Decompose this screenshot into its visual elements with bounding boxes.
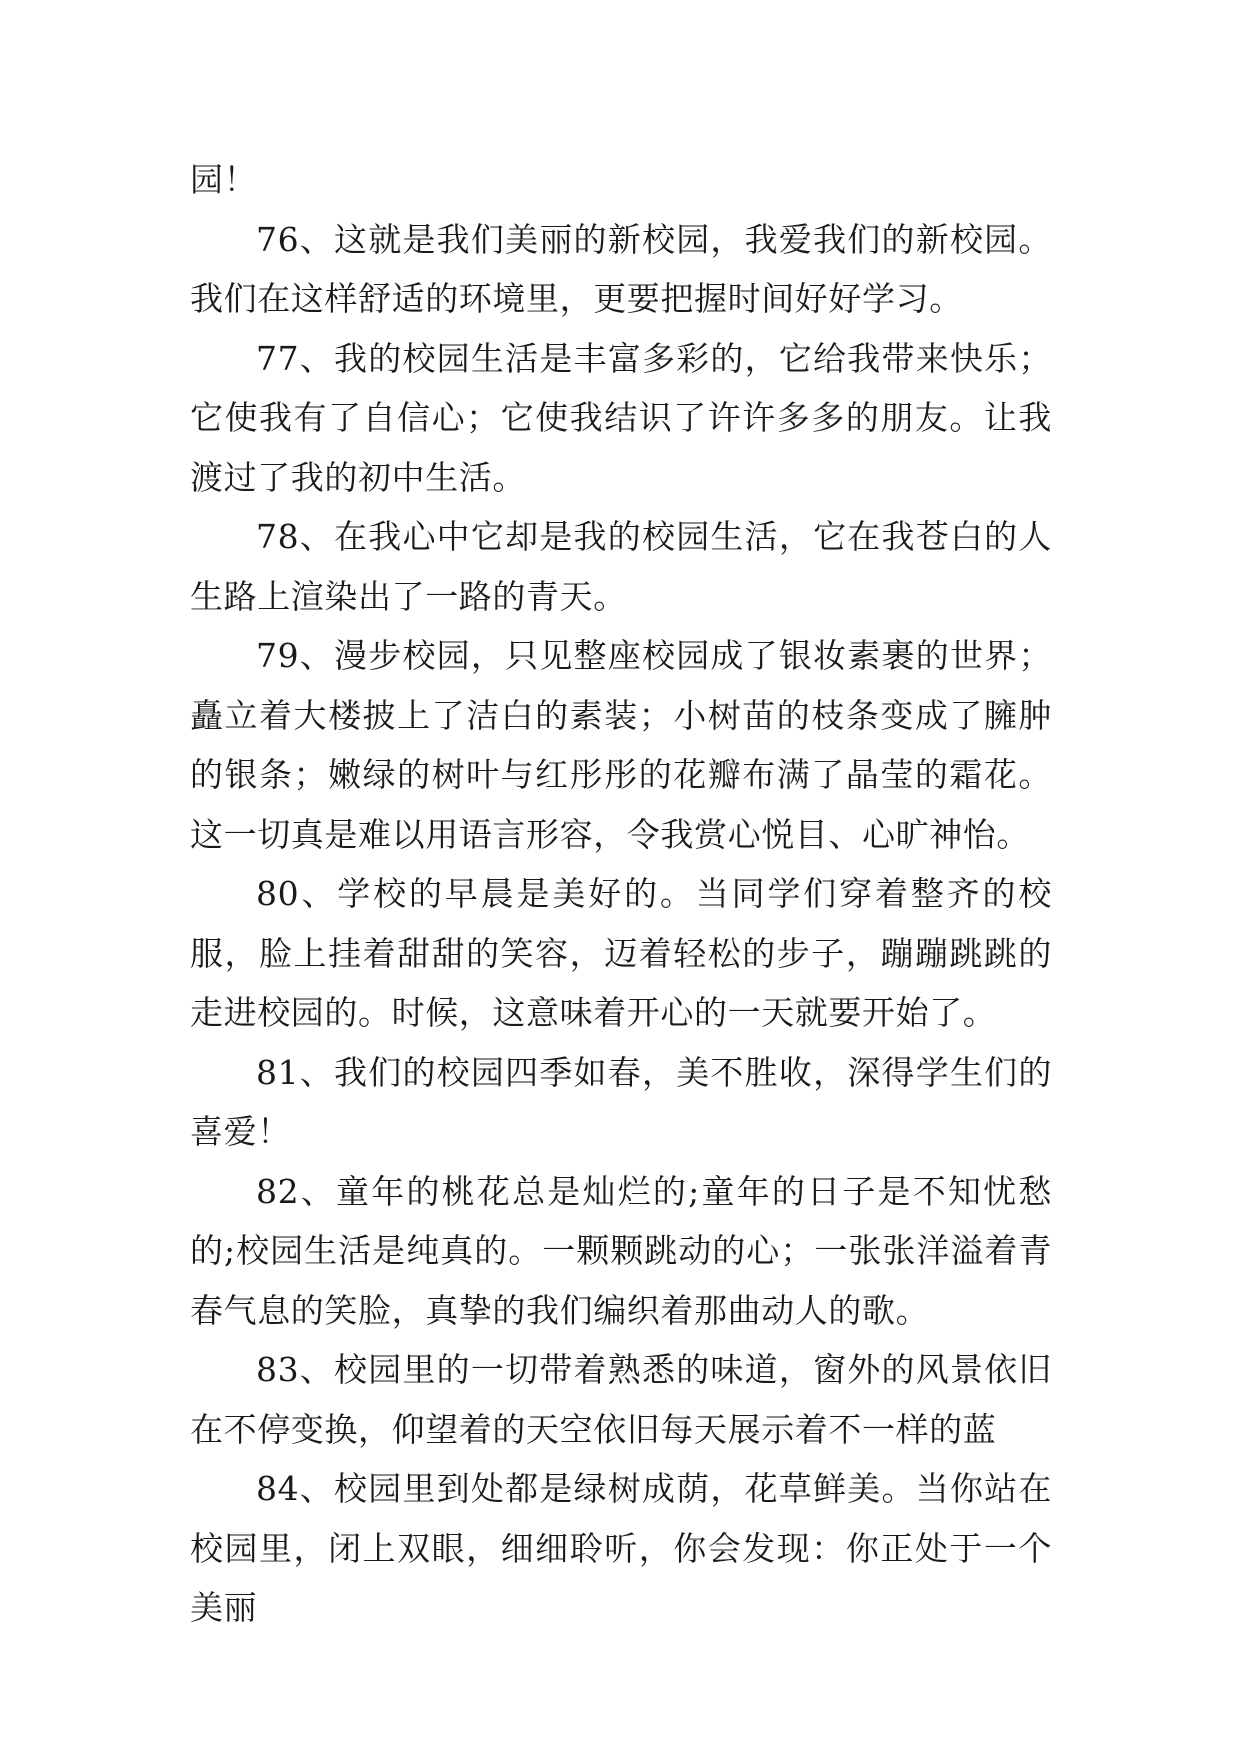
paragraph-82: 82、童年的桃花总是灿烂的;童年的日子是不知忧愁的;校园生活是纯真的。一颗颗跳动的心；一张张洋溢着青春气息的笑脸，真挚的我们编织着那曲动人的歌。 [190,1171,1052,1330]
paragraph-81: 81、我们的校园四季如春，美不胜收，深得学生们的喜爱！ [190,1052,1052,1151]
paragraph-78: 78、在我心中它却是我的校园生活，它在我苍白的人生路上渲染出了一路的青天。 [190,517,1052,616]
paragraph-80: 80、学校的早晨是美好的。当同学们穿着整齐的校服，脸上挂着甜甜的笑容，迈着轻松的步子，蹦蹦跳跳的走进校园的。时候，这意味着开心的一天就要开始了。 [190,874,1052,1032]
paragraph-77: 77、我的校园生活是丰富多彩的，它给我带来快乐；它使我有了自信心；它使我结识了许许多多的朋友。让我渡过了我的初中生活。 [190,338,1052,497]
paragraph-76: 76、这就是我们美丽的新校园，我爱我们的新校园。我们在这样舒适的环境里，更要把握时间好好学习。 [190,219,1052,318]
paragraph-continuation: 园！ [190,160,258,199]
paragraph-79: 79、漫步校园，只见整座校园成了银妆素裹的世界；矗立着大楼披上了洁白的素装；小树苗的枝条变成了臃肿的银条；嫩绿的树叶与红彤彤的花瓣布满了晶莹的霜花。这一切真是难以用语言形容，令我赏心悦目、心旷神怡。 [190,636,1052,854]
paragraph-83: 83、校园里的一切带着熟悉的味道，窗外的风景依旧在不停变换，仰望着的天空依旧每天展示着不一样的蓝 [190,1350,1052,1449]
paragraph-84: 84、校园里到处都是绿树成荫，花草鲜美。当你站在校园里，闭上双眼，细细聆听，你会发现：你正处于一个美丽 [190,1469,1052,1627]
document-body [190,150,1052,1638]
